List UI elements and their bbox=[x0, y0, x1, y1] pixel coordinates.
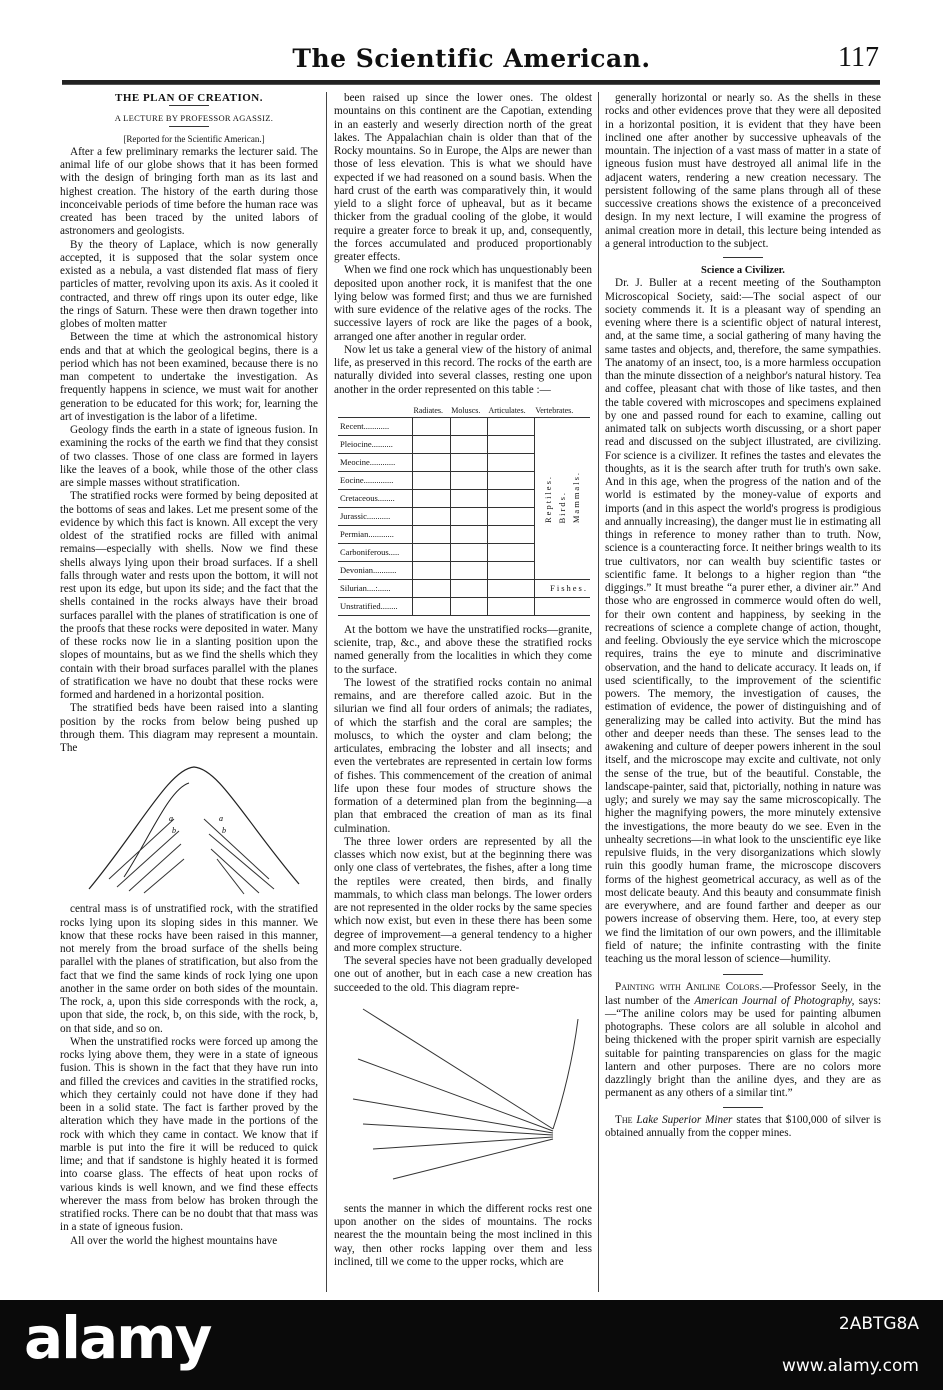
paragraph: generally horizontal or nearly so. As the shells in these rocks and other evidences prove that they were all deposited in a horizontal position, it is evident that they have been inclined one after another by successive upheavals of the mountain. The injection of a vast mass of matter in a state of igneous fusion must have destroyed all animal life in the adjacent waters, rendering a new creation necessary. The persistent following of the same plans through all of these successive creations shows the existence of a preconceived design. In my next lecture, I will examine the progress of animal creation more in detail, this lecture being intended as a general introduction to the subject. bbox=[605, 92, 881, 250]
article-title: THE PLAN OF CREATION. bbox=[114, 92, 263, 104]
table-cell bbox=[413, 561, 451, 579]
aniline-paragraph bbox=[605, 981, 881, 1100]
column-2 bbox=[334, 92, 592, 1269]
paragraph: At the bottom we have the unstratified rocks—granite, scienite, trap, &c., and above these the stratified rocks named generally from the localities in which they come to the surface. bbox=[334, 623, 592, 676]
divider bbox=[723, 974, 763, 975]
text: —Professor Seely, in the last number of the bbox=[605, 981, 881, 1007]
table-cell bbox=[413, 435, 451, 453]
lead-in: Painting with Aniline Colors. bbox=[615, 981, 763, 994]
paragraph: When the unstratified rocks were forced up among the rocks lying above them, they were in a state of igneous fusion. This is shown in the fact that they have run into and filled the crevices and cavities in the stratified rocks, which they certainly could not have done if they had been in a solid state. The fact is farther proved by the alteration which they have made in the portions of the rock with which they came in contact. We know that if marble is put into the fire it will be reduced to quick lime; and that if sandstone is highly heated it is formed into coarse glass. The effects of heat upon rocks of various kinds is well known, and we find these effects wherever the mass from below has broken through the stratified rocks. There can be no doubt that that mass was in a state of igneous fusion. bbox=[60, 1035, 318, 1234]
column-header: Radiates. bbox=[413, 405, 451, 418]
lead-in: The bbox=[615, 1113, 637, 1126]
paragraph: When we find one rock which has unquestionably been deposited upon another rock, it is manifest that the one lying below was formed first; and thus we are furnished with sure evidence of the relative ages of the rocks. The successive layers of rock are like the pages of a book, arranged one after another in regular order. bbox=[334, 264, 592, 343]
silver-paragraph bbox=[605, 1114, 881, 1141]
table-cell bbox=[488, 453, 535, 471]
table-row bbox=[338, 597, 590, 615]
table-cell bbox=[534, 597, 590, 615]
svg-text:a: a bbox=[169, 814, 173, 824]
stratum-label: Eocine.............. bbox=[338, 471, 413, 489]
paragraph: The stratified rocks were formed by being deposited at the bottoms of seas and lakes. Let me present some of the evidence by which this fact is known. All except the very oldest of the stratified rocks are filled with animal remains—especially with shells. Now we find these shells always lying upon their broad surfaces. If a shell falls through water and rests upon the bottom, it will not rest upon its edge, but upon its side; and the fact that the shells contained in the rocks always have their broad surfaces parallel with the planes of stratification is one of the proofs that these rocks were deposited in water. Many of these rocks now lie in a slanting position upon the slopes of mountains, but as we find the shells which they contain with their broad surfaces parallel with the planes of stratification we have no doubt that these rocks were formed and hardened in a horizontal position. bbox=[60, 490, 318, 701]
mountain-strata-diagram bbox=[69, 759, 309, 899]
watermark-bar bbox=[0, 1300, 943, 1390]
text: says:—“The aniline colors may be used for painting albumen photographs. These colors are all soluble in alcohol and being thickened with the proper spirit varnish are especially suitable for painting transparencies on glass for the magic lantern and other purposes. There are no colors more dazzlingly bright than the aniline dyes, and they are as permanent as any others of a similar tint.” bbox=[605, 994, 881, 1100]
vertebrates-cell bbox=[534, 417, 590, 579]
watermark-logo: alamy bbox=[24, 1304, 211, 1372]
table-cell bbox=[488, 471, 535, 489]
paragraph: The lowest of the stratified rocks contain no animal remains, and are therefore called azoic. But in the silurian we find all four orders of animals; the radiates, of which the starfish and the coral are samples; the moluscs, to which the oyster and clam belong; the articulates, embracing the lobster and all insects; and even the vertebrates are represented in certain low forms of fishes. This commencement of the creation of animal life upon these four modes of structure shows the formation of a determined plan from the beginning—a plan that embraced the creation of man as its final culmination. bbox=[334, 676, 592, 835]
column-divider bbox=[598, 92, 599, 1292]
table-cell bbox=[413, 597, 451, 615]
column-3 bbox=[605, 92, 881, 1140]
table-cell bbox=[413, 525, 451, 543]
stratum-label: Devonian........... bbox=[338, 561, 413, 579]
journal-name: American Journal of Photography, bbox=[694, 994, 855, 1007]
paragraph: sents the manner in which the different rocks rest one upon another on the sides of mountains. The rocks nearest the the mountain being the most inclined in this way, then other rocks lapping over them and less inclined, till we come to the upper rocks, which are bbox=[334, 1202, 592, 1268]
table-cell bbox=[488, 597, 535, 615]
paragraph: been raised up since the lower ones. The oldest mountains on this continent are the Capotian, extending in an easterly and weserly direction north of the great lakes. The Appalachian chain is older than that of the Rocky mountains. So in Europe, the Alps are newer than those of less elevation. This is what we should have expected if we had reasoned on a sound basis. When the hard crust of the earth was comparatively thin, it would yield to a slight force of upheaval, but as it became thicker from the gradual cooling of the globe, it would require a greater force to break it up, and, consequently, the forces accumulated and produced proportionably greater effects. bbox=[334, 92, 592, 263]
paper-name: Lake Superior Miner bbox=[636, 1113, 733, 1126]
paragraph: Between the time at which the astronomical history ends and that at which the geological begins, there is a period which has not been examined, because there is no man competent to undertake the investigation. As frequently happens in science, we must wait for another generation to be educated for this work; for, learning the art of investigation is the labor of a lifetime. bbox=[60, 331, 318, 423]
paragraph: All over the world the highest mountains have bbox=[70, 1234, 278, 1247]
paragraph: Now let us take a general view of the history of animal life, as preserved in this record. The rocks of the earth are naturally divided into several classes, resting one upon another in the order represented on this table :— bbox=[334, 343, 592, 396]
paragraph: Dr. J. Buller at a recent meeting of the Southampton Microscopical Society, said:—The social aspect of our society commends it. It is a pleasant way of spending an evening where there is a scientific object of natural interest, and, at the same time, a social gathering of many having the same tastes and objects, and, therefore, the same sympathies. The anatomy of an insect, too, is a more harmless occupation than the minute dissection of a neighbor's natural history. Tea and coffee, pleasant chat with those of like tastes, and then the table covered with microscopes and specimens explained by one and passed round for each to examine, calling out animated talk on subjects worth discussing, or a short paper read and discussed on the subject illustrated, are civilizing. For science is a civilizer. It refines the tastes and elevates the thoughts, as it is the search after truth for truth's own sake. And in this age, when the progress of the nation and of the world is estimated by the money-value of exports and imports (and in this aspect the world's progress is prodigious and annually increasing), the danger must lie in estimating all things in reference to money rather than to truth. Now, science is a counteracting force. It neither brings wealth to its true cultivators, nor can wealth buy scientific tastes or scientific fame. It belongs to a higher region than “the diggings.” It must breathe “a purer ether, a diviner air.” And those who are engrossed in commerce would often do well, for their own content and happiness, by seeking in the recreations of science a complete change of action, thought, and feeling. Obviously the eye service which the microscope requires, trains the eye to minute and discriminative observation, and the hand to delicate accuracy. It leads on, if used scientifically, to the improvement of the scientific powers. The memory, the investigation of causes, the estimation of evidence, the power of distinguishing and of generalizing may be called into activity. But the mind has other and deeper needs than these. The senses lead to the awakening and culture of deeper powers inherent in the soul itself, and the microscope may excite and cultivate, not only the sense of the true, but of the beautiful. Constable, the landscape-painter, said that, pictorially, nothing in nature was ugly; and surely we may say the same microscopically. The higher the magnifying powers, the more minutely extensive the investigations, the more beauty do we see. Even in the unhealty secretions—in what look to the unscientific eye like repulsive fluids, in the very disorganizations which slowly ruin this goodly human frame, the microscope discovers forms of the highest geometrical accuracy, as well as of the most delicate beauty. And this beauty and consummate finish are everywhere, and are found farther and deeper as our powers increase of observing them. Here, too, at every step we find the limitation of our own powers, and the illimitable field of nature; the infinite contrasting with the finite teaching us the moral lesson of science—humility. bbox=[605, 277, 881, 965]
table-cell bbox=[450, 525, 487, 543]
divider bbox=[723, 257, 763, 258]
table-cell bbox=[413, 417, 451, 435]
stratum-label: Silurian....:...... bbox=[338, 579, 413, 597]
inclined-rocks-diagram bbox=[343, 999, 583, 1199]
table-cell bbox=[450, 453, 487, 471]
paragraph: The three lower orders are represented by all the classes which now exist, but at the beginning there was only one class of vertebrates, the fishes, after a long time the reptiles were created, then birds, and finally mammals, to which class man belongs. The lower orders are not represented in the older rocks by the same species which now exist, but even in these there has been some degree of improvement—a general tendency to a higher and more complex structure. bbox=[334, 835, 592, 954]
header-rule bbox=[62, 80, 880, 85]
divider bbox=[723, 1107, 763, 1108]
table-cell bbox=[450, 489, 487, 507]
stratum-label: Cretaceous........ bbox=[338, 489, 413, 507]
svg-text:b: b bbox=[222, 826, 226, 836]
stratum-label: Pleiocine.......... bbox=[338, 435, 413, 453]
column-header: Moluscs. bbox=[450, 405, 487, 418]
stratum-label: Meocine............ bbox=[338, 453, 413, 471]
stratum-label: Jurassic........... bbox=[338, 507, 413, 525]
vertebrate-class-label: Birds. bbox=[557, 490, 568, 524]
table-cell bbox=[488, 543, 535, 561]
table-cell bbox=[413, 579, 451, 597]
table-cell bbox=[450, 507, 487, 525]
vertebrate-class-label: Reptiles. bbox=[543, 475, 554, 524]
table-cell bbox=[413, 471, 451, 489]
column-header: Articulates. bbox=[488, 405, 535, 418]
paragraph: By the theory of Laplace, which is now generally accepted, it is supposed that the solar system once existed as a nebula, a vast distended flat mass of fiery particles of matter, revolving upon its axis. As it cooled it contracted, and threw off rings upon its outer edge, like the rings of Saturn. These were then drawn together into globes of molten matter bbox=[60, 238, 318, 330]
section-title: Science a Civilizer. bbox=[701, 265, 785, 276]
paragraph: After a few preliminary remarks the lecturer said. The animal life of our globe shows that it has been formed with the design of bringing forth man as its last and highest creation. The history of the earth during those inconceivable periods of time before the human race was created has been traced by the united labors of astronomers and geologists. bbox=[60, 145, 318, 238]
table-cell bbox=[488, 561, 535, 579]
vertebrate-class-label: Mammals. bbox=[571, 471, 582, 524]
paragraph: The several species have not been gradually developed one out of another, but in each case a new creation has succeeded to the old. This diagram repre- bbox=[334, 955, 592, 994]
table-row bbox=[338, 417, 590, 435]
table-cell bbox=[488, 525, 535, 543]
column-header: Vertebrates. bbox=[534, 405, 590, 418]
table-cell bbox=[413, 489, 451, 507]
divider bbox=[169, 126, 209, 127]
table-cell bbox=[450, 471, 487, 489]
paragraph: Geology finds the earth in a state of igneous fusion. In examining the rocks of the earth we find that they consist of two classes. Those of one class are formed in layers like the leaves of a book, while those of the other class are simple masses without stratification. bbox=[60, 424, 318, 489]
divider bbox=[169, 105, 209, 106]
table-cell bbox=[488, 579, 535, 597]
svg-text:b: b bbox=[172, 826, 176, 836]
table-cell bbox=[488, 507, 535, 525]
table-row bbox=[338, 579, 590, 597]
svg-text:a: a bbox=[219, 814, 223, 824]
table-cell bbox=[450, 579, 487, 597]
table-cell bbox=[488, 417, 535, 435]
paragraph: central mass is of unstratified rock, with the stratified rocks lying upon its sloping sides in this manner. We know that these rocks have been raised in this manner, not merely from the broad surface of the shells being parallel with the planes of stratification, but also from the fact that we find the same kinds of rock lying one upon another in the same order on both sides of the mountain. The rock, a, upon this side corresponds with the rock, a, upon that side, the rock, b, on this side, with the rock, b, on that side, and so on. bbox=[60, 903, 318, 1035]
column-divider bbox=[326, 92, 327, 1292]
article-credit: [Reported for the Scientific American.] bbox=[123, 133, 265, 144]
image-id: 2ABTG8A bbox=[838, 1314, 919, 1334]
stratum-label: Carboniferous..... bbox=[338, 543, 413, 561]
page-number: 117 bbox=[838, 42, 879, 73]
column-1 bbox=[60, 92, 318, 1248]
table-cell bbox=[450, 543, 487, 561]
stratum-label: Unstratified........ bbox=[338, 597, 413, 615]
paragraph: The stratified beds have been raised into a slanting position by the rocks from below being pushed up through them. This diagram may represent a mountain. The bbox=[60, 702, 318, 754]
table-cell bbox=[450, 417, 487, 435]
table-cell bbox=[488, 489, 535, 507]
table-cell bbox=[413, 453, 451, 471]
article-byline: A LECTURE BY PROFESSOR AGASSIZ. bbox=[114, 113, 274, 124]
rock-strata-table bbox=[338, 405, 590, 616]
stratum-label: Recent............ bbox=[338, 417, 413, 435]
table-cell bbox=[450, 435, 487, 453]
table-cell bbox=[450, 561, 487, 579]
fishes-label: Fishes. bbox=[534, 579, 590, 597]
watermark-site: www.alamy.com bbox=[781, 1356, 919, 1376]
table-cell bbox=[488, 435, 535, 453]
stratum-label: Permian............ bbox=[338, 525, 413, 543]
table-corner bbox=[338, 405, 413, 418]
table-cell bbox=[413, 507, 451, 525]
table-cell bbox=[450, 597, 487, 615]
text: states that $100,000 of silver is obtained annually from the copper mines. bbox=[605, 1113, 881, 1139]
masthead: The Scientific American. bbox=[292, 44, 651, 73]
table-cell bbox=[413, 543, 451, 561]
